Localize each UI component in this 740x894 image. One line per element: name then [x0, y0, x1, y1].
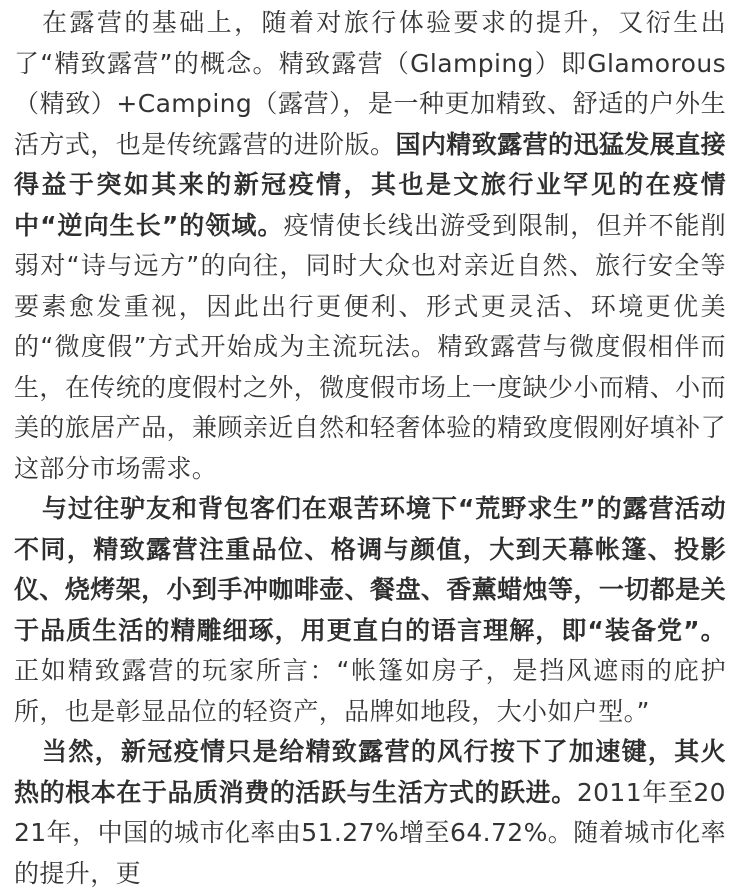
paragraph-bold-text: 国内精致露营的迅猛发展直接得益于突如其来的新冠疫情，其也是文旅行业罕见的在疫情中“逆向生长”的领域。 [14, 129, 726, 240]
paragraph [14, 489, 726, 732]
paragraph [14, 3, 726, 489]
paragraph [14, 732, 726, 894]
paragraph-text: 在露营的基础上，随着对旅行体验要求的提升，又衍生出了“精致露营”的概念。精致露营（Glamping）即Glamorous（精致）+Camping（露营），是一种更加精致、舒适的户外生活方式，也是传统露营的进阶版。 [14, 8, 726, 159]
paragraph-text: 疫情使长线出游受到限制，但并不能削弱对“诗与远方”的向往，同时大众也对亲近自然、旅行安全等要素愈发重视，因此出行更便利、形式更灵活、环境更优美的“微度假”方式开始成为主流玩法。精致露营与微度假相伴而生，在传统的度假村之外，微度假市场上一度缺少小而精、小而美的旅居产品，兼顾亲近自然和轻奢体验的精致度假刚好填补了这部分市场需求。 [14, 210, 726, 483]
article-body [14, 0, 726, 894]
paragraph-bold-text: 当然，新冠疫情只是给精致露营的风行按下了加速键，其火热的根本在于品质消费的活跃与生活方式的跃进。 [14, 737, 726, 807]
paragraph-text: 2011年至2021年，中国的城市化率由51.27%增至64.72%。随着城市化率的提升，更 [14, 777, 726, 888]
paragraph-text: 正如精致露营的玩家所言：“帐篷如房子，是挡风遮雨的庇护所，也是彰显品位的轻资产，品牌如地段，大小如户型。” [14, 656, 726, 726]
paragraph-bold-text: 与过往驴友和背包客们在艰苦环境下“荒野求生”的露营活动不同，精致露营注重品位、格调与颜值，大到天幕帐篷、投影仪、烧烤架，小到手冲咖啡壶、餐盘、香薰蜡烛等，一切都是关于品质生活的精雕细琢，用更直白的语言理解，即“装备党”。 [14, 494, 726, 645]
